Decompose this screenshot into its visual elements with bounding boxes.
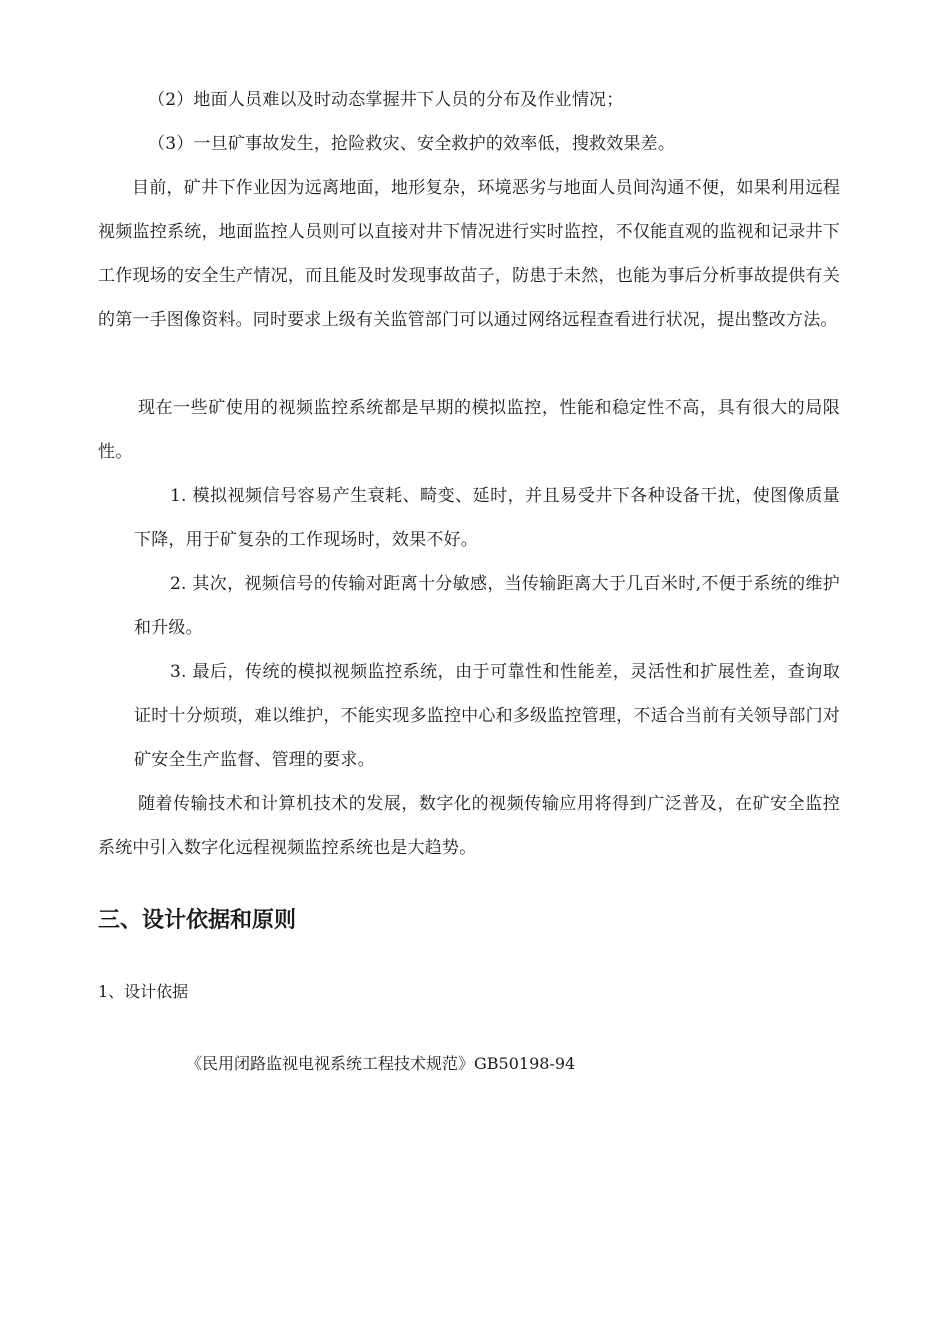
subsection-heading: 1、设计依据 <box>98 982 189 1001</box>
section-heading: 三、设计依据和原则 <box>98 908 297 933</box>
reference-standard: 《民用闭路监视电视系统工程技术规范》GB50198-94 <box>186 1054 576 1073</box>
numbered-item-2: 2. 其次，视频信号的传输对距离十分敏感，当传输距离大于几百米时,不便于系统的维护和升级。 <box>134 574 840 638</box>
paragraph-trend: 随着传输技术和计算机技术的发展，数字化的视频传输应用将得到广泛普及，在矿安全监控系统中引入数字化远程视频监控系统也是大趋势。 <box>98 794 840 858</box>
paragraph-current-situation: 目前，矿井下作业因为远离地面，地形复杂，环境恶劣与地面人员间沟通不便，如果利用远程视频监控系统，地面监控人员则可以直接对井下情况进行实时监控，不仅能直观的监视和记录井下工作现场的安全生产情况，而且能及时发现事故苗子，防患于未然，也能为事后分析事故提供有关的第一手图像资料。同时要求上级有关监管部门可以通过网络远程查看进行状况，提出整改方法。 <box>98 178 840 330</box>
numbered-item-1: 1. 模拟视频信号容易产生衰耗、畸变、延时，并且易受井下各种设备干扰，使图像质量下降，用于矿复杂的工作现场时，效果不好。 <box>134 486 840 550</box>
list-item-3: （3）一旦矿事故发生，抢险救灾、安全救护的效率低，搜救效果差。 <box>148 134 676 154</box>
paragraph-limitations: 现在一些矿使用的视频监控系统都是早期的模拟监控，性能和稳定性不高，具有很大的局限性。 <box>98 398 840 462</box>
list-item-2: （2）地面人员难以及时动态掌握井下人员的分布及作业情况； <box>148 90 624 110</box>
numbered-item-3: 3. 最后，传统的模拟视频监控系统，由于可靠性和性能差，灵活性和扩展性差，查询取证时十分烦琐，难以维护，不能实现多监控中心和多级监控管理，不适合当前有关领导部门对矿安全生产监督、管理的要求。 <box>134 662 840 770</box>
